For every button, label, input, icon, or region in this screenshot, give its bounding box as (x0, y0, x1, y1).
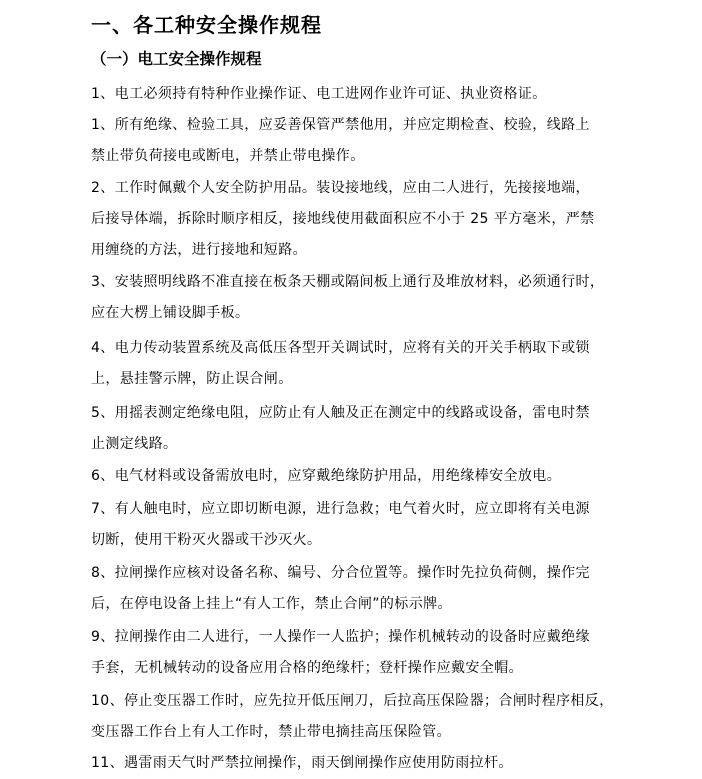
paragraph-1 (91, 79, 651, 110)
paragraph-3 (91, 173, 651, 266)
paragraph-line: 1、电工必须持有特种作业操作证、电工进网作业许可证、执业资格证。 (91, 86, 547, 102)
paragraph-line: 变压器工作台上有人工作时，禁止带电摘挂高压保险管。 (91, 724, 451, 740)
paragraph-line: 切断，使用干粉灭火器或干沙灭火。 (91, 532, 322, 548)
paragraph-line: 应在大楞上铺设脚手板。 (91, 305, 250, 321)
paragraph-11 (91, 686, 651, 748)
paragraph-10 (91, 622, 651, 684)
paragraph-line: 10、停止变压器工作时，应先拉开低压闸刀，后拉高压保险器；合闸时程序相反， (91, 693, 614, 709)
paragraph-2 (91, 110, 651, 172)
subsection-heading: （一）电工安全操作规程 (91, 50, 262, 68)
paragraph-line: 3、安装照明线路不准直接在板条天棚或隔间板上通行及堆放材料，必须通行时， (91, 274, 605, 290)
paragraph-line: 9、拉闸操作由二人进行，一人操作一人监护；操作机械转动的设备时应戴绝缘 (91, 629, 590, 645)
section-heading: 一、各工种安全操作规程 (91, 13, 322, 37)
paragraph-line: 禁止带负荷接电或断电，并禁止带电操作。 (91, 148, 365, 164)
paragraph-9 (91, 558, 651, 620)
paragraph-line: 手套，无机械转动的设备应用合格的绝缘杆；登杆操作应戴安全帽。 (91, 660, 523, 676)
paragraph-line: 7、有人触电时，应立即切断电源，进行急救；电气着火时，应立即将有关电源 (91, 501, 590, 517)
paragraph-line: 11、遇雷雨天气时严禁拉闸操作，雨天倒闸操作应使用防雨拉杆。 (91, 755, 513, 771)
paragraph-line: 用缠绕的方法，进行接地和短路。 (91, 242, 307, 258)
paragraph-line: 止测定线路。 (91, 436, 178, 452)
paragraph-4 (91, 267, 651, 329)
paragraph-6 (91, 398, 651, 460)
paragraph-line: 上，悬挂警示牌，防止误合闸。 (91, 371, 293, 387)
paragraph-12 (91, 748, 651, 779)
paragraph-line: 8、拉闸操作应核对设备名称、编号、分合位置等。操作时先拉负荷侧，操作完 (91, 565, 590, 581)
paragraph-line: 1、所有绝缘、检验工具，应妥善保管严禁他用，并应定期检查、校验，线路上 (91, 117, 590, 133)
paragraph-8 (91, 494, 651, 556)
paragraph-line: 2、工作时佩戴个人安全防护用品。装设接地线，应由二人进行，先接接地端， (91, 180, 590, 196)
paragraph-line: 4、电力传动装置系统及高低压各型开关调试时，应将有关的开关手柄取下或锁 (91, 340, 590, 356)
paragraph-line: 后接导体端，拆除时顺序相反，接地线使用截面积应不小于 25 平方毫米，严禁 (91, 211, 595, 227)
paragraph-line: 后，在停电设备上挂上“有人工作，禁止合闸”的标示牌。 (91, 596, 452, 612)
paragraph-5 (91, 333, 651, 395)
paragraph-7 (91, 461, 651, 492)
paragraph-line: 6、电气材料或设备需放电时，应穿戴绝缘防护用品，用绝缘棒安全放电。 (91, 468, 562, 484)
paragraph-line: 5、用摇表测定绝缘电阻，应防止有人触及正在测定中的线路或设备，雷电时禁 (91, 405, 590, 421)
